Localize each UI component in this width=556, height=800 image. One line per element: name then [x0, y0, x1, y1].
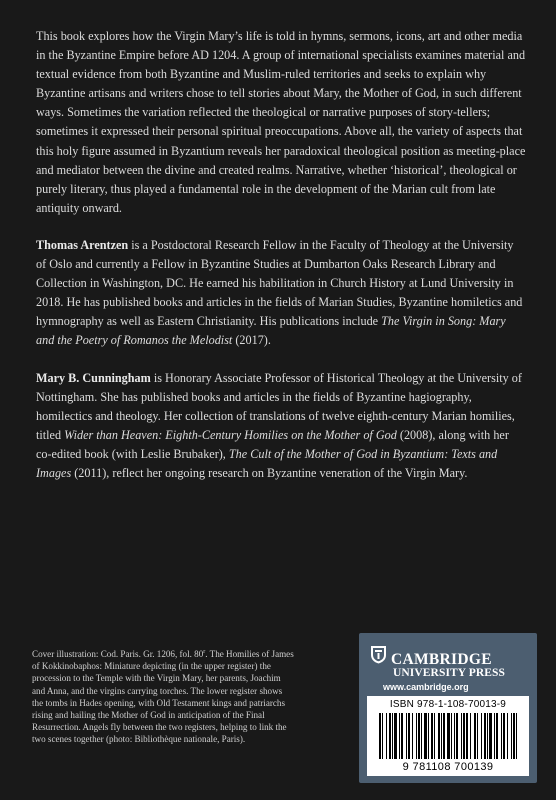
- bio-text: is a Postdoctoral Research Fellow in the Faculty of Theology at the University of Oslo and currently a Fellow in Byzantine Studies at Dumbarton Oaks Research Library and Collection in Washington, DC. He earned his habilitation in Church History at Lund University in 2018. He has published books and articles in the fields of Marian Studies, Byzantine homiletics and hymnography as well as Eastern Christianity. His publications include: [36, 237, 523, 329]
- cover-text: [36, 27, 526, 501]
- barcode-icon: [375, 713, 521, 759]
- book-title: The Cult of the Mother of God in Byzantium: Texts and Images: [36, 446, 498, 480]
- isbn-barcode: [367, 696, 529, 776]
- cambridge-shield-icon: [370, 645, 387, 664]
- author-name: Thomas Arentzen: [36, 237, 129, 252]
- book-description: This book explores how the Virgin Mary’s life is told in hymns, sermons, icons, art and other media in the Byzantine Empire before AD 1204. A group of international specialists examines material and textual evidence from both Byzantine and Muslim-ruled territories and seeks to explain why Byzantine artisans and writers chose to tell stories about Mary, the Mother of God, in such different ways. Sometimes the variation reflected the theological or narrative purposes of story-tellers; sometimes it expressed their personal spiritual preoccupations. Above all, the variety of aspects that this holy figure assumed in Byzantium reveals her paradoxical theological position as meeting-place and mediator between the divine and created realms. Narrative, whether ‘historical’, theological or purely literary, thus played a fundamental role in the development of the Marian cult from late antiquity onward.: [36, 29, 526, 215]
- publisher-press: UNIVERSITY PRESS: [393, 667, 506, 679]
- author-bio-arentzen: [36, 236, 526, 351]
- author-bio-cunningham: [36, 369, 526, 484]
- bio-text: (2011), reflect her ongoing research on Byzantine veneration of the Virgin Mary.: [71, 465, 468, 480]
- isbn-text: ISBN 978-1-108-70013-9: [389, 699, 507, 710]
- bio-text: (2017).: [232, 333, 271, 348]
- bio-text: is Honorary Associate Professor of Historical Theology at the University of Nottingham. She has published books and articles in the fields of Byzantine hagiography, homilectics and theology. Her collection of translations of twelve eighth-century Marian homilies, titled: [36, 370, 522, 442]
- barcode-digits: 9 781108 700139: [402, 761, 494, 773]
- cover-illustration-caption: Cover illustration: Cod. Paris. Gr. 1206, fol. 80$^r$. The Homilies of James of Kokkinobaphos: Miniature depicting (in the upper register) the procession to the Temple with the Virgin Mary, her parents, Joachim and Anna, and the virgins carrying torches. The lower register shows the tombs in Hades opening, with Old Testament kings and patriarchs rising and hailing the Mother of God in anticipation of the Final Resurrection. Angels fly between the two registers, helping to link the two scenes together (photo: Bibliothèque nationale, Paris).: [32, 649, 294, 745]
- publisher-name: CAMBRIDGE: [391, 651, 492, 668]
- book-title: The Virgin in Song: Mary and the Poetry of Romanos the Melodist: [36, 314, 506, 348]
- author-name: Mary B. Cunningham: [36, 370, 151, 385]
- book-title: Wider than Heaven: Eighth-Century Homilies on the Mother of God: [64, 427, 397, 442]
- publisher-url: www.cambridge.org: [383, 682, 469, 692]
- bio-text: (2008), along with her co-edited book (with Leslie Brubaker),: [36, 427, 509, 461]
